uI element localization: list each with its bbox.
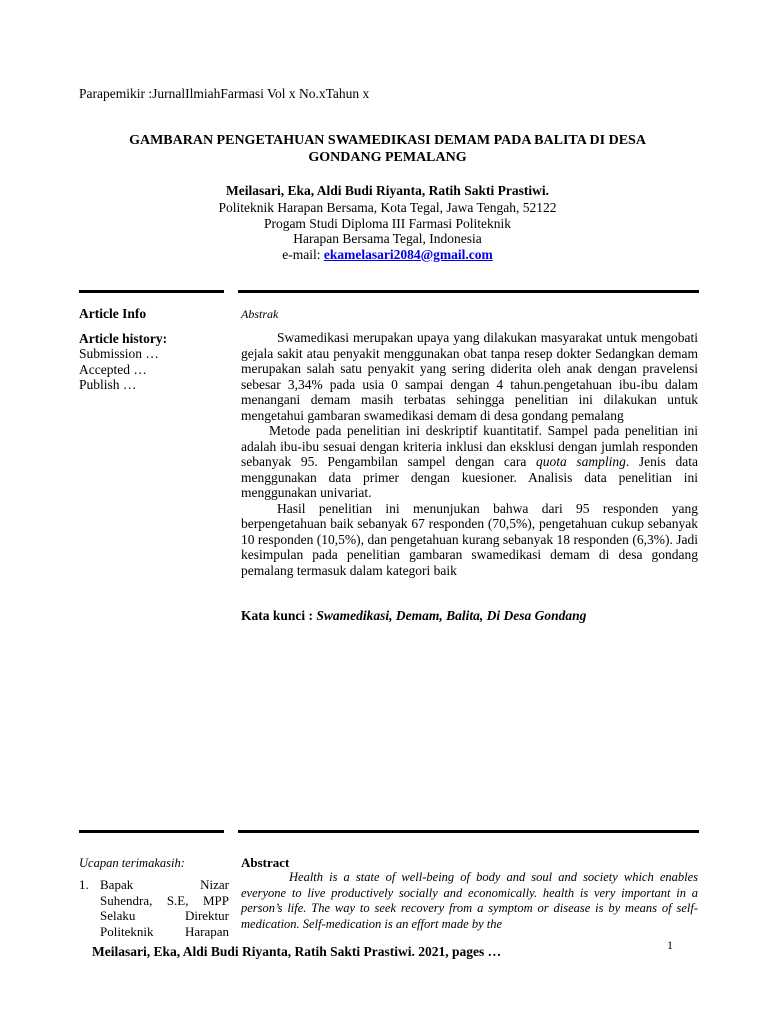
abstrak-paragraph-2-term: quota sampling: [536, 454, 626, 469]
article-title: [79, 132, 696, 166]
abstrak-heading: Abstrak: [241, 307, 279, 321]
left-bottom-rule: [79, 830, 224, 833]
article-title-line-1: GAMBARAN PENGETAHUAN SWAMEDIKASI DEMAM PADA BALITA DI DESA: [129, 133, 646, 148]
abstrak-paragraph-2-start: Metode pada penelitian ini deskriptif kuantitatif. Sampel pada penelitian ini adalah ibu-ibu sesuai dengan kriteria inklusi dan eksklusi dengan jumlah responden sebanyak 95. Pengambilan sampel dengan cara: [241, 423, 698, 469]
right-bottom-rule: [238, 830, 699, 833]
abstract-paragraph: Health is a state of well-being of body and soul and society which enables everyone to live productively socially and economically. health is very important in a person’s life. The way to seek recovery from a symptom or disease is by means of self-medication. Self-medication is an effort made by the: [241, 870, 698, 931]
article-history-list: [79, 346, 224, 393]
abstrak-paragraph-2-end: . Jenis data menggunakan data primer dengan kuesioner. Analisis data penelitian ini menggunakan univariat.: [241, 454, 698, 500]
acknowledgement-line-1: Bapak Nizar: [100, 877, 229, 892]
right-top-rule: [238, 290, 699, 293]
author-list: Meilasari, Eka, Aldi Budi Riyanta, Ratih Sakti Prastiwi.: [226, 183, 549, 198]
keywords-line: [241, 608, 586, 624]
affiliation-block: [79, 200, 696, 262]
affiliation-line-3: Harapan Bersama Tegal, Indonesia: [293, 231, 482, 246]
abstrak-paragraph-3: Hasil penelitian ini menunjukan bahwa dari 95 responden yang berpengetahuan baik sebanyak 67 responden (70,5%), pengetahuan cukup sebanyak 10 responden (10,5%), dan pengetahuan kurang sebanyak 18 responden (6,3%). Jadi kesimpulan pada penelitian gambaran swamedikasi demam di desa gondang pemalang termasuk dalam kategori baik: [241, 500, 698, 578]
article-title-line-2: GONDANG PEMALANG: [308, 150, 467, 165]
abstract-heading: Abstract: [241, 855, 290, 870]
acknowledgement-line-2: Suhendra, S.E, MPP: [100, 892, 229, 908]
page-number: 1: [667, 938, 673, 952]
abstrak-paragraph-2: [241, 423, 698, 501]
keywords-terms: Swamedikasi, Demam, Balita, Di Desa Gondang: [316, 608, 587, 623]
email-label: e-mail:: [282, 246, 324, 262]
footer-citation: Meilasari, Eka, Aldi Budi Riyanta, Ratih Sakti Prastiwi. 2021, pages …: [92, 944, 502, 959]
abstrak-body: [241, 330, 698, 578]
acknowledgement-list: [79, 877, 229, 939]
email-link[interactable]: ekamelasari2084@gmail.com: [323, 246, 493, 262]
left-top-rule: [79, 290, 224, 293]
article-info-heading: Article Info: [79, 306, 147, 321]
affiliation-line-1: Politeknik Harapan Bersama, Kota Tegal, Jawa Tengah, 52122: [218, 200, 557, 215]
email-line: [79, 247, 696, 263]
history-item-publish: Publish …: [79, 377, 137, 392]
history-item-accepted: Accepted …: [79, 361, 147, 377]
acknowledgement-line-4: Politeknik Harapan: [100, 923, 229, 939]
keywords-label: Kata kunci :: [241, 608, 317, 623]
history-item-submission: Submission …: [79, 346, 159, 361]
acknowledgement-number: 1.: [79, 877, 89, 892]
acknowledgement-line-3: Selaku Direktur: [100, 908, 229, 923]
acknowledgement-heading: Ucapan terimakasih:: [79, 856, 185, 870]
running-head: Parapemikir :JurnalIlmiahFarmasi Vol x No.xTahun x: [79, 86, 370, 101]
affiliation-line-2: Progam Studi Diploma III Farmasi Politeknik: [263, 215, 512, 231]
article-history-heading: Article history:: [79, 331, 168, 346]
abstract-body: [241, 870, 698, 932]
abstrak-paragraph-1: Swamedikasi merupakan upaya yang dilakukan masyarakat untuk mengobati gejala sakit atau penyakit menggunakan obat tanpa resep dokter Sedangkan demam merupakan salah satu penyakit yang sering diderita oleh anak dengan pravelensi sebesar 3,34% pada usia 0 sampai dengan 4 tahun.pengetahuan ibu-ibu dalam menangani demam masih terbatas sehingga penelitian ini dilakukan untuk mengetahui gambaran swamedikasi demam di desa gondang pemalang: [241, 330, 698, 423]
